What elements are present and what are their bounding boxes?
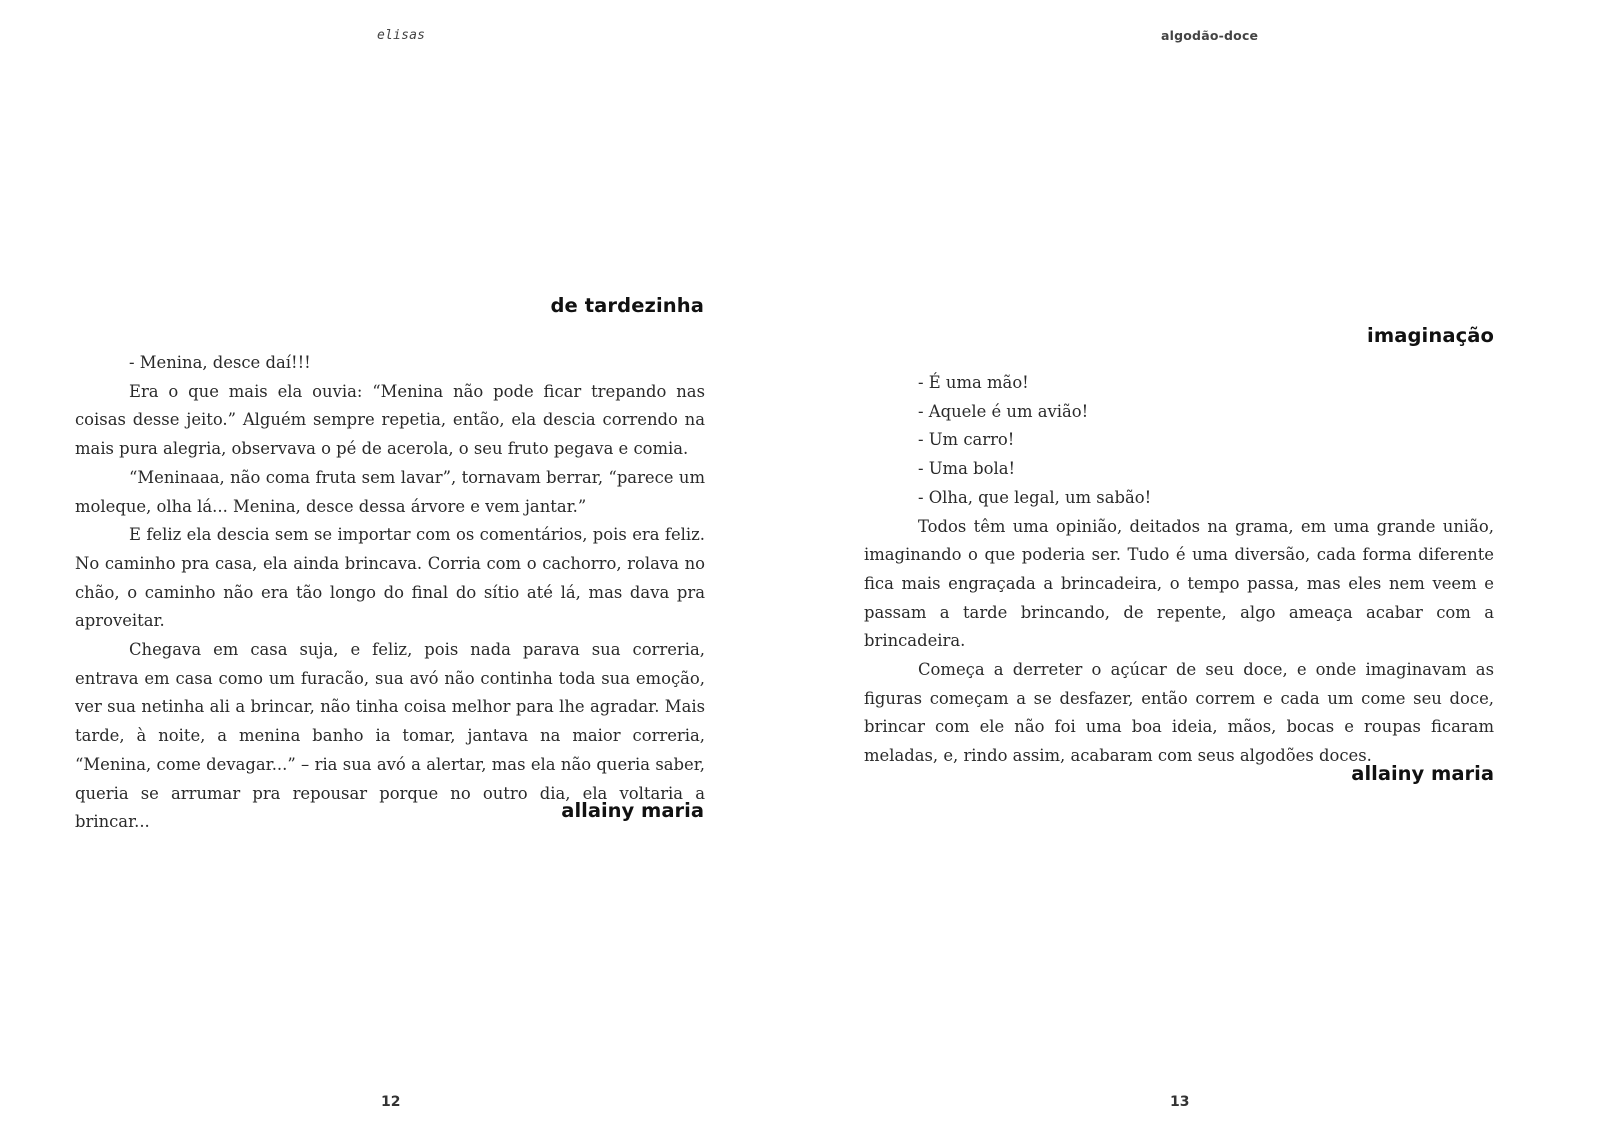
page-number: 13 — [1170, 1094, 1190, 1110]
paragraph: Chegava em casa suja, e feliz, pois nada parava sua correria, entrava em casa como um furacão, sua avó não continha toda sua emoção, ver sua netinha ali a brincar, não tinha coisa melhor para lhe agradar. Mais tarde, à noite, a menina banho ia tomar, jantava na maior correria, “Menina, come devagar...” – ria sua avó a alertar, mas ela não queria saber, queria se arrumar pra repousar porque no outro dia, ela voltaria a brincar... — [75, 640, 705, 832]
dialog-line: - Aquele é um avião! — [918, 401, 1089, 421]
story-title: imaginação — [1367, 324, 1494, 347]
running-header: algodão-doce — [1161, 28, 1259, 43]
story-body — [75, 349, 705, 837]
author-name: allainy maria — [561, 799, 704, 822]
paragraph: - Menina, desce daí!!! — [129, 353, 311, 372]
right-page — [800, 0, 1600, 1135]
page-number: 12 — [381, 1094, 401, 1110]
dialog-line: - Uma bola! — [918, 459, 1016, 479]
dialog-line: - É uma mão! — [918, 373, 1029, 392]
paragraph: “Meninaaa, não coma fruta sem lavar”, tornavam berrar, “parece um moleque, olha lá... Menina, desce dessa árvore e vem jantar.” — [75, 467, 705, 516]
story-title: de tardezinha — [550, 294, 704, 317]
dialog-line: - Um carro! — [918, 430, 1015, 450]
paragraph: Era o que mais ela ouvia: “Menina não pode ficar trepando nas coisas desse jeito.” Alguém sempre repetia, então, ela descia correndo na mais pura alegria, observava o pé de acerola, o seu fruto pegava e comia. — [75, 381, 705, 459]
story-body — [864, 369, 1494, 771]
paragraph: E feliz ela descia sem se importar com os comentários, pois era feliz. No caminho pra casa, ela ainda brincava. Corria com o cachorro, rolava no chão, o caminho não era tão longo do final do sítio até lá, mas dava pra aproveitar. — [75, 525, 705, 631]
dialog-line: - Olha, que legal, um sabão! — [918, 487, 1152, 507]
paragraph: Todos têm uma opinião, deitados na grama, em uma grande união, imaginando o que poderia ser. Tudo é uma diversão, cada forma diferente fica mais engraçada a brincadeira, o tempo passa, mas eles nem veem e passam a tarde brincando, de repente, algo ameaça acabar com a brincadeira. — [864, 516, 1494, 651]
author-name: allainy maria — [1351, 762, 1494, 785]
paragraph: Começa a derreter o açúcar de seu doce, e onde imaginavam as figuras começam a se desfazer, então correm e cada um come seu doce, brincar com ele não foi uma boa ideia, mãos, bocas e roupas ficaram meladas, e, rindo assim, acabaram com seus algodões doces. — [864, 660, 1494, 766]
running-header: elisas — [377, 28, 426, 43]
